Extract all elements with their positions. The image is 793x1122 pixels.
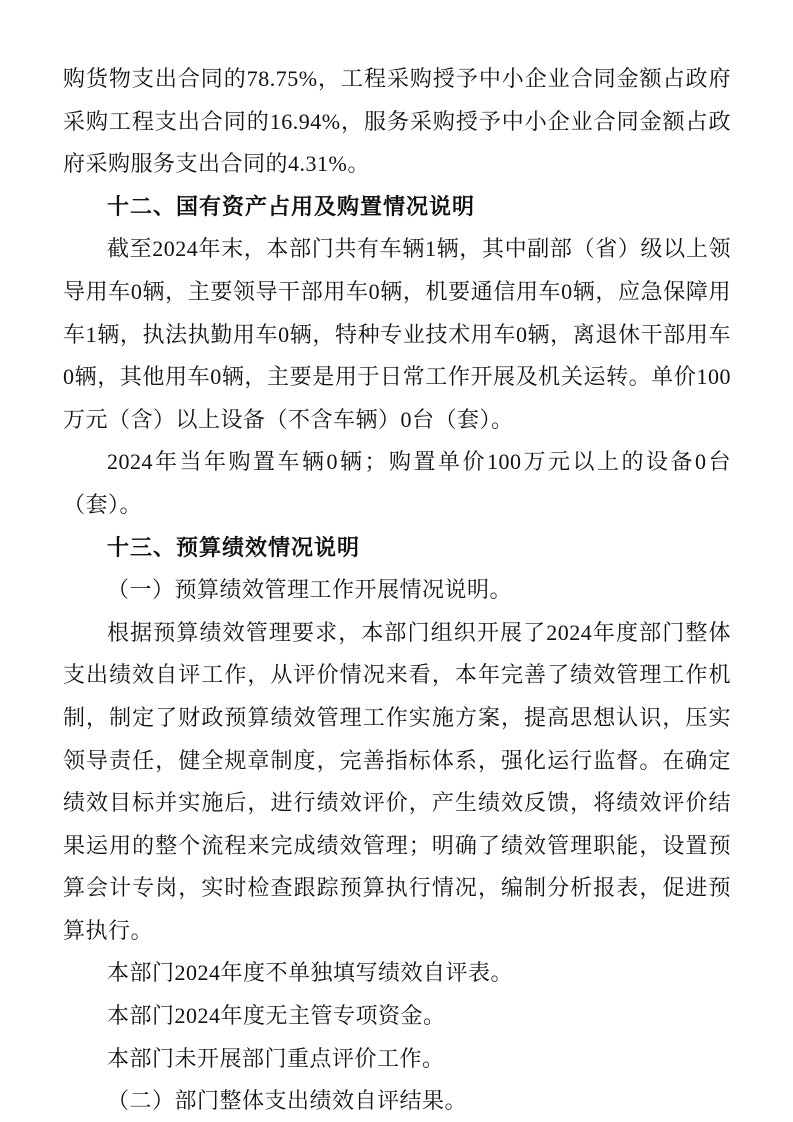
para-no-separate-self-eval-form: 本部门2024年度不单独填写绩效自评表。 (107, 960, 514, 986)
heading-section-12: 十二、国有资产占用及购置情况说明 (107, 193, 476, 219)
para-no-supervised-special-funds: 本部门2024年度无主管专项资金。 (107, 1003, 446, 1029)
para-subsection-1-title: （一）预算绩效管理工作开展情况说明。 (107, 577, 513, 603)
para-no-key-evaluation: 本部门未开展部门重点评价工作。 (107, 1045, 445, 1071)
document-body (63, 58, 731, 1122)
para-state-assets-vehicles: 截至2024年末，本部门共有车辆1辆，其中副部（省）级以上领导用车0辆，主要领导干部用车0辆，机要通信用车0辆，应急保障用车1辆，执法执勤用车0辆，特种专业技术用车0辆，离退休干部用车0辆，其他用车0辆，主要是用于日常工作开展及机关运转。单价100万元（含）以上设备（不含车辆）0台（套）。 (63, 236, 731, 432)
para-subsection-2-title: （二）部门整体支出绩效自评结果。 (107, 1088, 468, 1114)
para-2024-purchases: 2024年当年购置车辆0辆；购置单价100万元以上的设备0台（套）。 (63, 449, 731, 517)
heading-section-13: 十三、预算绩效情况说明 (107, 534, 361, 560)
para-performance-management-detail: 根据预算绩效管理要求，本部门组织开展了2024年度部门整体支出绩效自评工作，从评价情况来看，本年完善了绩效管理工作机制，制定了财政预算绩效管理工作实施方案，提高思想认识，压实领导责任，健全规章制度，完善指标体系，强化运行监督。在确定绩效目标并实施后，进行绩效评价，产生绩效反馈，将绩效评价结果运用的整个流程来完成绩效管理；明确了绩效管理职能，设置预算会计专岗，实时检查跟踪预算执行情况，编制分析报表，促进预算执行。 (63, 619, 731, 943)
para-msme-contract-share-continued: 购货物支出合同的78.75%，工程采购授予中小企业合同金额占政府采购工程支出合同的16.94%，服务采购授予中小企业合同金额占政府采购服务支出合同的4.31%。 (63, 66, 731, 177)
